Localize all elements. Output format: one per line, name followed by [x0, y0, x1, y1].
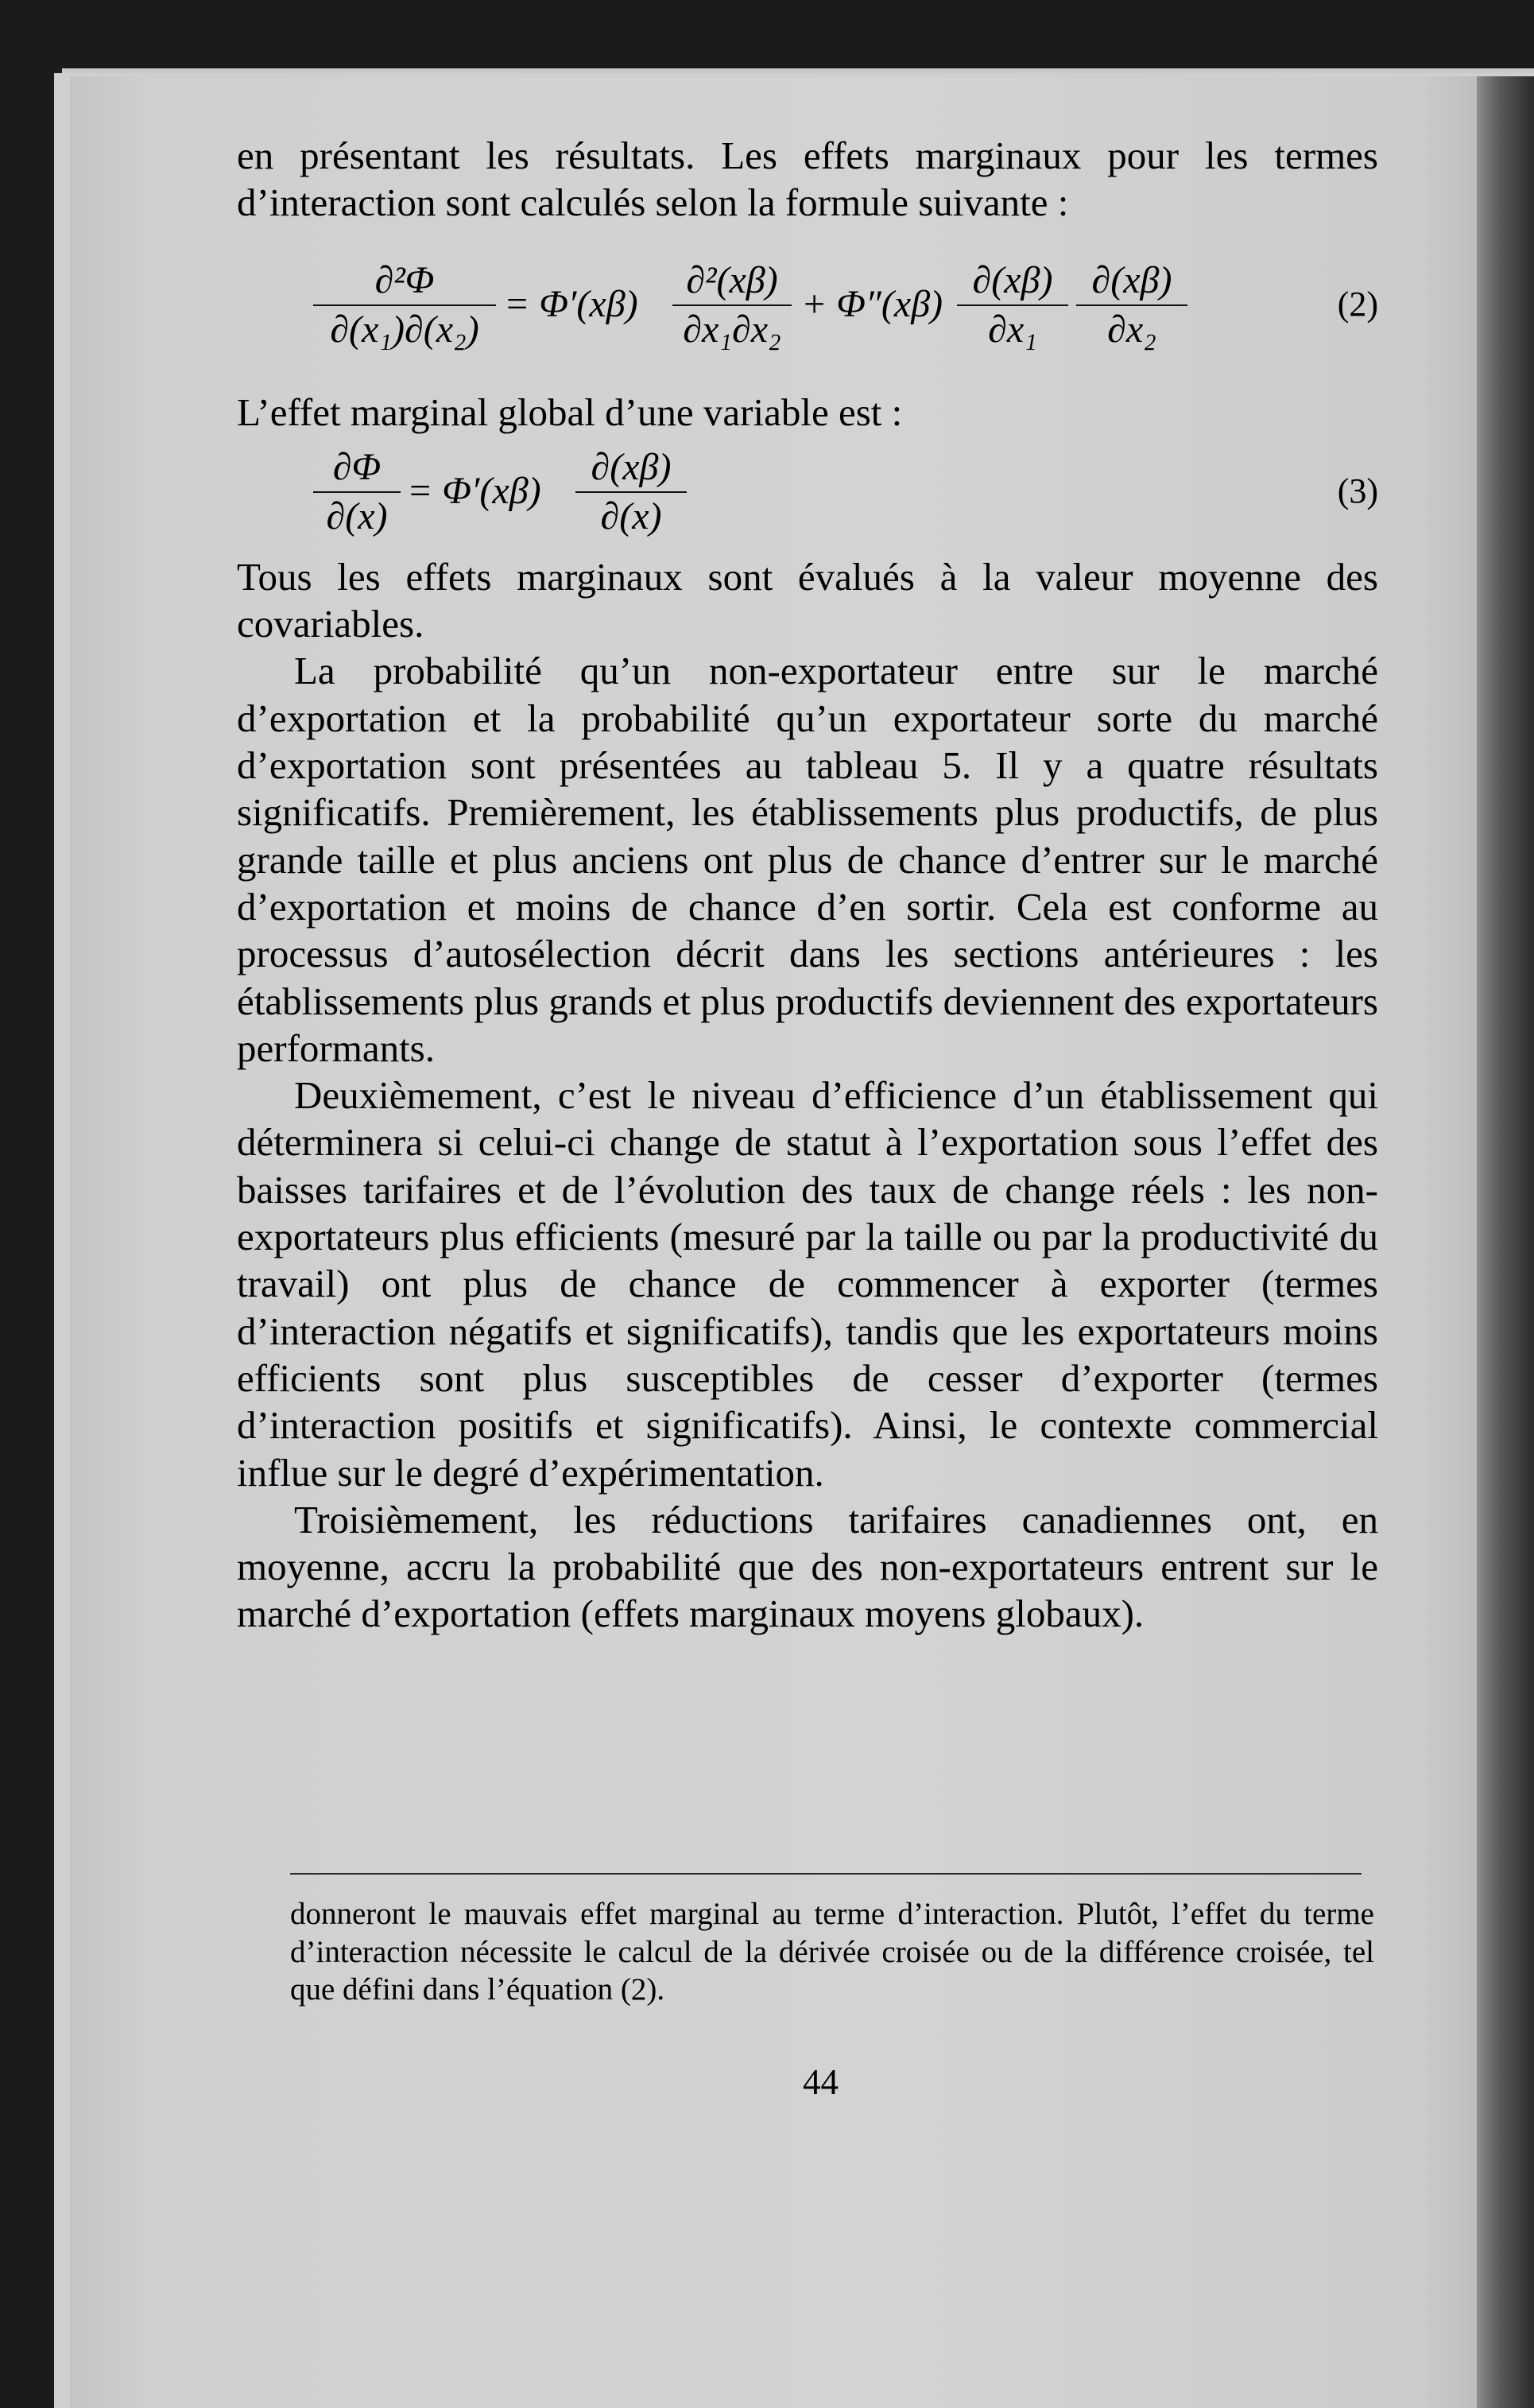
- term1-denominator: ∂x₁∂x₂: [683, 308, 781, 351]
- equation-2: [237, 227, 1378, 389]
- term1-numerator: ∂²(xβ): [672, 257, 792, 306]
- term1-numerator: ∂(xβ): [575, 444, 687, 493]
- lhs-denominator: ∂(x₁)∂(x₂): [330, 308, 479, 351]
- lhs-denominator: ∂(x): [326, 494, 388, 537]
- equals-phi-prime: = Φ′(xβ): [504, 282, 638, 325]
- term3-numerator: ∂(xβ): [1076, 257, 1187, 306]
- equation-3: [237, 436, 1378, 553]
- page-number: 44: [803, 2062, 839, 2102]
- fraction: [1076, 257, 1187, 354]
- page-side-shadow: [1477, 76, 1534, 2408]
- body-text: [237, 132, 1378, 1638]
- paragraph: en présentant les résultats. Les effets marginaux pour les termes d’interaction sont calculés selon la formule suivante :: [237, 134, 1378, 225]
- equals-phi-prime: = Φ′(xβ): [407, 469, 541, 512]
- term2-numerator: ∂(xβ): [957, 257, 1068, 306]
- footnote-divider: [290, 1873, 1362, 1875]
- fraction: [672, 257, 792, 354]
- term2-denominator: ∂x₁: [988, 308, 1037, 351]
- term1-denominator: ∂(x): [600, 494, 662, 537]
- term3-denominator: ∂x₂: [1107, 308, 1156, 351]
- lhs-numerator: ∂Φ: [313, 444, 401, 493]
- equation-number: (2): [1337, 284, 1378, 324]
- paragraph: La probabilité qu’un non-exportateur entre sur le marché d’exportation et la probabilité qu’un exportateur sorte du marché d’exportation sont présentées au tableau 5. Il y a quatre résultats significatifs. Premièrement, les établissements plus productifs, de plus grande taille et plus anciens ont plus de chance d’entrer sur le marché d’exportation et moins de chance d’en sortir. Cela est conforme au processus d’autosélection décrit dans les sections antérieures : les établissements plus grands et plus productifs deviennent des exportateurs performants.: [237, 649, 1378, 1070]
- paragraph: Deuxièmement, c’est le niveau d’efficience d’un établissement qui déterminera si celui-ci change de statut à l’exportation sous l’effet des baisses tarifaires et de l’évolution des taux de change réels : les non-exportateurs plus efficients (mesuré par la taille ou par la productivité du travail) ont plus de chance de commencer à exporter (termes d’interaction négatifs et significatifs), tandis que les exportateurs moins efficients sont plus susceptibles de cesser d’exporter (termes d’interaction positifs et significatifs). Ainsi, le contexte commercial influe sur le degré d’expérimentation.: [237, 1073, 1378, 1495]
- plus-phi-double-prime: + Φ″(xβ): [801, 282, 943, 325]
- fraction: [313, 444, 401, 541]
- lhs-numerator: ∂²Φ: [313, 257, 496, 306]
- fraction: [957, 257, 1068, 354]
- footnote: donneront le mauvais effet marginal au terme d’interaction. Plutôt, l’effet du terme d’interaction nécessite le calcul de la dérivée croisée ou de la différence croisée, tel que défini dans l’équation (2).: [290, 1897, 1374, 2007]
- paragraph: L’effet marginal global d’une variable est :: [237, 390, 903, 434]
- fraction: [313, 257, 496, 354]
- paragraph: Tous les effets marginaux sont évalués à la valeur moyenne des covariables.: [237, 554, 1378, 646]
- paragraph: Troisièmement, les réductions tarifaires canadiennes ont, en moyenne, accru la probabilité que des non-exportateurs entrent sur le marché d’exportation (effets marginaux moyens globaux).: [237, 1497, 1378, 1636]
- fraction: [575, 444, 687, 541]
- equation-number: (3): [1337, 471, 1378, 510]
